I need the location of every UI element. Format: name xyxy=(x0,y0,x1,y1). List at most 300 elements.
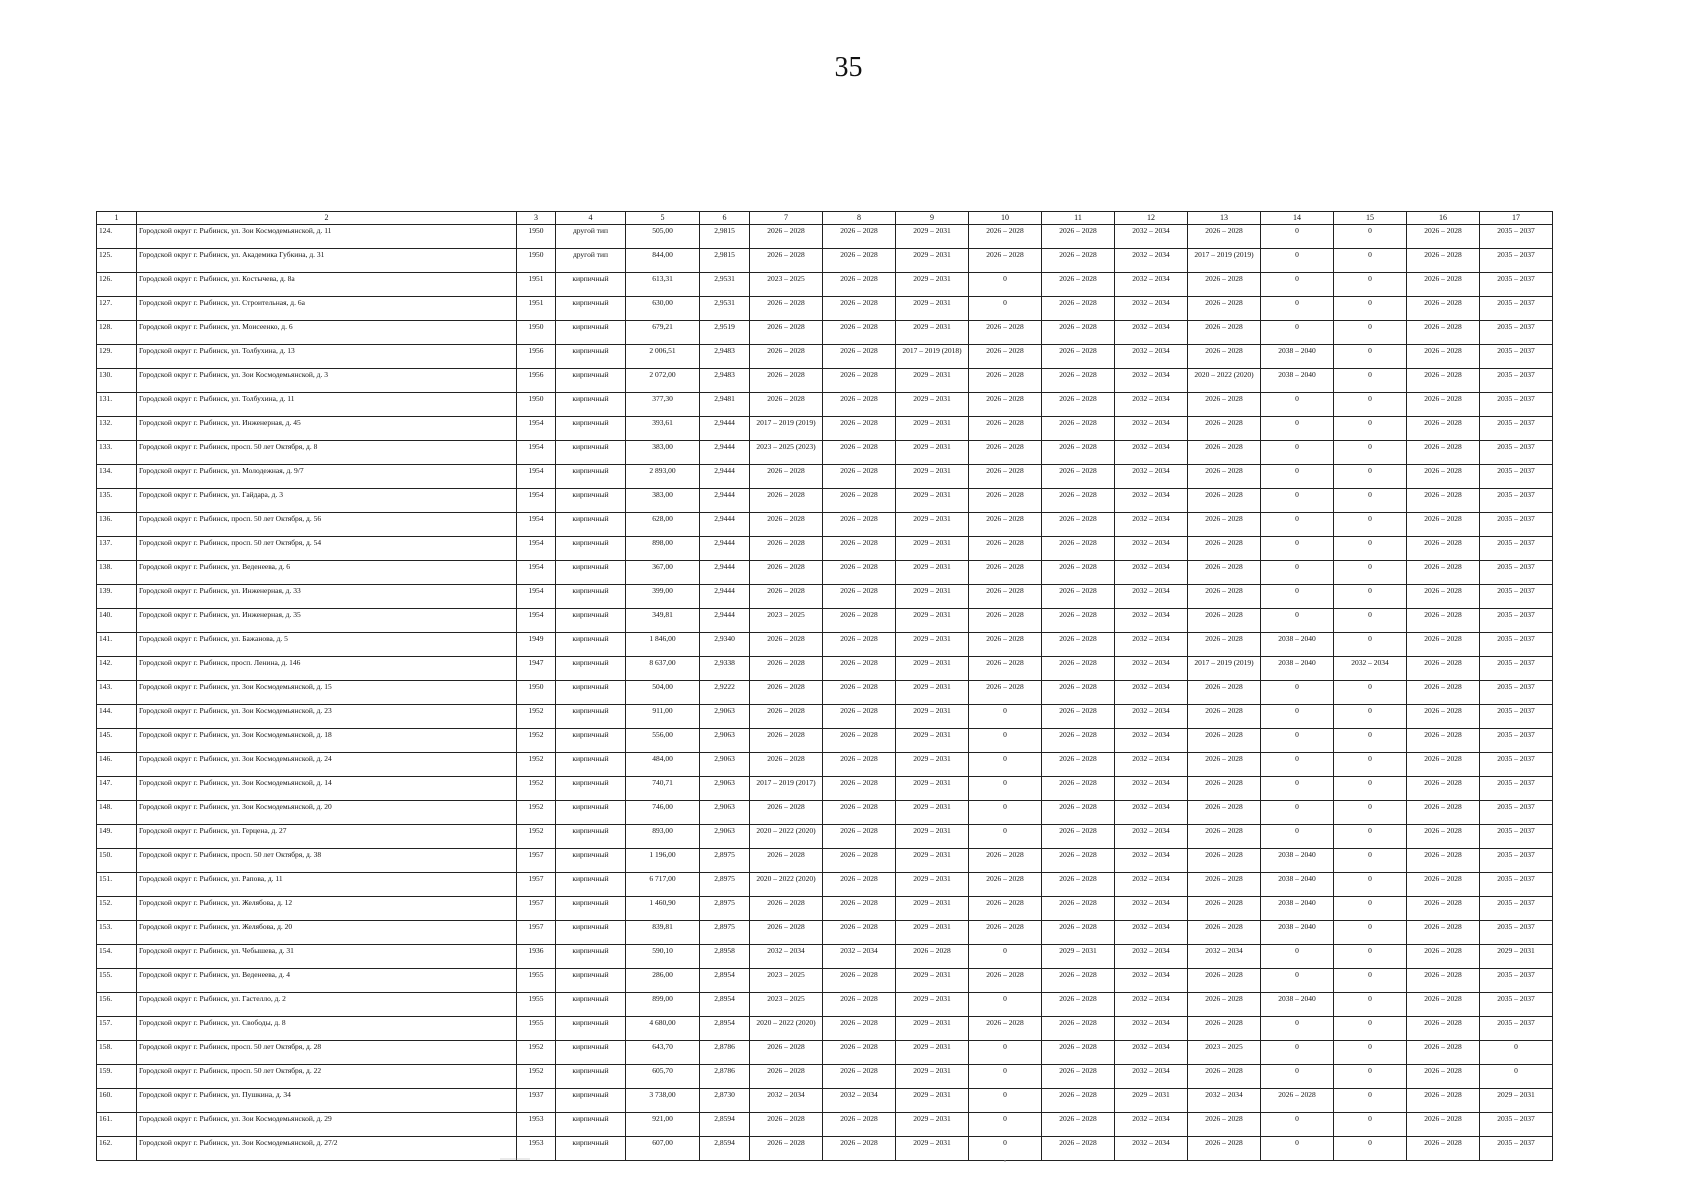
table-cell: 0 xyxy=(969,1065,1042,1089)
table-cell: 2026 – 2028 xyxy=(823,561,896,585)
address-cell: Городской округ г. Рыбинск, просп. 50 лет Октября, д. 56 xyxy=(137,513,517,537)
table-cell: 0 xyxy=(1261,273,1334,297)
table-cell: 2026 – 2028 xyxy=(1042,1065,1115,1089)
table-cell: 2026 – 2028 xyxy=(1407,753,1480,777)
table-cell: 2026 – 2028 xyxy=(1042,1137,1115,1161)
column-number-header: 4 xyxy=(556,212,626,225)
table-cell: 2026 – 2028 xyxy=(969,969,1042,993)
table-cell: 2026 – 2028 xyxy=(823,657,896,681)
table-row xyxy=(97,801,1553,825)
table-cell: 2038 – 2040 xyxy=(1261,633,1334,657)
address-cell: Городской округ г. Рыбинск, ул. Костычева, д. 8а xyxy=(137,273,517,297)
table-cell: 2026 – 2028 xyxy=(1042,921,1115,945)
table-cell: 2029 – 2031 xyxy=(896,777,969,801)
table-cell: 2035 – 2037 xyxy=(1480,489,1553,513)
table-cell: 2026 – 2028 xyxy=(1188,513,1261,537)
table-cell: 0 xyxy=(969,1089,1042,1113)
table-cell: кирпичный xyxy=(556,441,626,465)
table-cell: 1954 xyxy=(517,489,556,513)
table-row xyxy=(97,753,1553,777)
table-cell: 2032 – 2034 xyxy=(1115,825,1188,849)
table-cell: 2026 – 2028 xyxy=(1407,849,1480,873)
table-cell: 2026 – 2028 xyxy=(969,537,1042,561)
table-cell: 2035 – 2037 xyxy=(1480,321,1553,345)
table-cell: 2,9063 xyxy=(700,825,750,849)
table-cell: 1953 xyxy=(517,1113,556,1137)
table-cell: 2026 – 2028 xyxy=(1042,897,1115,921)
table-cell: 2026 – 2028 xyxy=(1042,825,1115,849)
column-number-header: 14 xyxy=(1261,212,1334,225)
column-number-header: 17 xyxy=(1480,212,1553,225)
table-cell: 2029 – 2031 xyxy=(896,1017,969,1041)
table-cell: 2032 – 2034 xyxy=(823,945,896,969)
table-cell: 2026 – 2028 xyxy=(1188,609,1261,633)
table-cell: 0 xyxy=(1261,1017,1334,1041)
table-cell: 2023 – 2025 (2023) xyxy=(750,441,823,465)
table-cell: 2026 – 2028 xyxy=(750,585,823,609)
table-cell: 0 xyxy=(1334,273,1407,297)
table-cell: 2026 – 2028 xyxy=(1188,633,1261,657)
table-cell: 2029 – 2031 xyxy=(1480,945,1553,969)
table-cell: 0 xyxy=(1261,393,1334,417)
row-number-cell: 133. xyxy=(97,441,137,465)
table-cell: 0 xyxy=(1261,1137,1334,1161)
table-cell: 2026 – 2028 xyxy=(1042,705,1115,729)
table-cell: 0 xyxy=(1334,969,1407,993)
table-cell: 2038 – 2040 xyxy=(1261,921,1334,945)
table-cell: 2026 – 2028 xyxy=(823,489,896,513)
table-cell: 2026 – 2028 xyxy=(1042,249,1115,273)
table-cell: 2 893,00 xyxy=(626,465,700,489)
table-cell: 2026 – 2028 xyxy=(823,849,896,873)
table-cell: 2026 – 2028 xyxy=(969,921,1042,945)
column-number-header: 7 xyxy=(750,212,823,225)
table-cell: 2,9444 xyxy=(700,465,750,489)
table-cell: 2026 – 2028 xyxy=(1042,369,1115,393)
table-cell: 2026 – 2028 xyxy=(1407,945,1480,969)
table-cell: 2029 – 2031 xyxy=(896,393,969,417)
table-cell: 2035 – 2037 xyxy=(1480,921,1553,945)
table-row xyxy=(97,729,1553,753)
table-cell: 2026 – 2028 xyxy=(823,297,896,321)
table-cell: 8 637,00 xyxy=(626,657,700,681)
table-cell: 2032 – 2034 xyxy=(1115,513,1188,537)
table-cell: 2035 – 2037 xyxy=(1480,417,1553,441)
address-cell: Городской округ г. Рыбинск, ул. Зои Космодемьянской, д. 3 xyxy=(137,369,517,393)
table-cell: 2026 – 2028 xyxy=(1188,729,1261,753)
table-cell: 1950 xyxy=(517,321,556,345)
row-number-cell: 161. xyxy=(97,1113,137,1137)
table-cell: 2029 – 2031 xyxy=(896,657,969,681)
table-cell: 0 xyxy=(1261,681,1334,705)
table-cell: 286,00 xyxy=(626,969,700,993)
table-cell: 2026 – 2028 xyxy=(1407,873,1480,897)
table-cell: 2029 – 2031 xyxy=(896,921,969,945)
table-cell: 2,8975 xyxy=(700,849,750,873)
table-container xyxy=(96,211,1553,1161)
row-number-cell: 152. xyxy=(97,897,137,921)
table-cell: 2029 – 2031 xyxy=(896,585,969,609)
table-cell: 0 xyxy=(969,993,1042,1017)
table-cell: 2026 – 2028 xyxy=(1407,585,1480,609)
table-row xyxy=(97,945,1553,969)
table-cell: 2,8594 xyxy=(700,1113,750,1137)
table-cell: другой тип xyxy=(556,249,626,273)
table-cell: 1950 xyxy=(517,225,556,249)
table-cell: 2032 – 2034 xyxy=(1115,993,1188,1017)
table-cell: 2026 – 2028 xyxy=(1188,225,1261,249)
table-cell: 2026 – 2028 xyxy=(1407,273,1480,297)
table-cell: 393,61 xyxy=(626,417,700,441)
table-cell: 2020 – 2022 (2020) xyxy=(750,1017,823,1041)
table-cell: 2026 – 2028 xyxy=(750,225,823,249)
table-cell: 0 xyxy=(1334,849,1407,873)
table-cell: 1956 xyxy=(517,345,556,369)
table-cell: 2026 – 2028 xyxy=(1188,753,1261,777)
scan-marks xyxy=(500,1156,1200,1166)
table-cell: 1 846,00 xyxy=(626,633,700,657)
address-cell: Городской округ г. Рыбинск, ул. Желябова, д. 12 xyxy=(137,897,517,921)
table-cell: 2032 – 2034 xyxy=(1115,849,1188,873)
table-cell: 2026 – 2028 xyxy=(1188,897,1261,921)
address-cell: Городской округ г. Рыбинск, ул. Моисеенко, д. 6 xyxy=(137,321,517,345)
table-cell: 2026 – 2028 xyxy=(1042,441,1115,465)
table-cell: 0 xyxy=(1334,609,1407,633)
table-cell: 2032 – 2034 xyxy=(1115,753,1188,777)
table-cell: кирпичный xyxy=(556,609,626,633)
table-cell: 2026 – 2028 xyxy=(750,753,823,777)
table-cell: 0 xyxy=(1334,369,1407,393)
table-body xyxy=(97,225,1553,1161)
table-row xyxy=(97,1113,1553,1137)
table-cell: 1954 xyxy=(517,561,556,585)
table-cell: 2026 – 2028 xyxy=(1407,993,1480,1017)
table-cell: 0 xyxy=(969,705,1042,729)
table-row xyxy=(97,1017,1553,1041)
table-cell: 2035 – 2037 xyxy=(1480,753,1553,777)
table-cell: 0 xyxy=(1261,513,1334,537)
table-cell: 0 xyxy=(1261,825,1334,849)
table-cell: 2026 – 2028 xyxy=(823,585,896,609)
table-cell: 0 xyxy=(1261,729,1334,753)
table-cell: 2035 – 2037 xyxy=(1480,369,1553,393)
table-cell: 2026 – 2028 xyxy=(1407,465,1480,489)
address-cell: Городской округ г. Рыбинск, ул. Зои Космодемьянской, д. 11 xyxy=(137,225,517,249)
table-cell: 2032 – 2034 xyxy=(1188,945,1261,969)
address-cell: Городской округ г. Рыбинск, ул. Толбухина, д. 11 xyxy=(137,393,517,417)
table-cell: 1952 xyxy=(517,1041,556,1065)
table-cell: 0 xyxy=(1334,513,1407,537)
table-cell: 0 xyxy=(1334,633,1407,657)
table-cell: 2026 – 2028 xyxy=(969,897,1042,921)
table-cell: 2029 – 2031 xyxy=(896,561,969,585)
address-cell: Городской округ г. Рыбинск, ул. Свободы, д. 8 xyxy=(137,1017,517,1041)
table-cell: 2026 – 2028 xyxy=(823,249,896,273)
table-cell: 1954 xyxy=(517,609,556,633)
table-cell: 2026 – 2028 xyxy=(1407,1113,1480,1137)
table-cell: 2026 – 2028 xyxy=(750,537,823,561)
table-cell: 0 xyxy=(1334,705,1407,729)
table-cell: кирпичный xyxy=(556,633,626,657)
table-row xyxy=(97,681,1553,705)
table-cell: 1954 xyxy=(517,513,556,537)
table-cell: 2032 – 2034 xyxy=(1115,609,1188,633)
table-cell: 2029 – 2031 xyxy=(896,705,969,729)
table-row xyxy=(97,225,1553,249)
table-cell: 2023 – 2025 xyxy=(750,969,823,993)
table-cell: 2026 – 2028 xyxy=(823,513,896,537)
address-cell: Городской округ г. Рыбинск, ул. Зои Космодемьянской, д. 15 xyxy=(137,681,517,705)
table-cell: 2026 – 2028 xyxy=(750,561,823,585)
table-cell: 2026 – 2028 xyxy=(823,777,896,801)
table-cell: 2026 – 2028 xyxy=(969,561,1042,585)
table-cell: 1954 xyxy=(517,441,556,465)
table-cell: 2026 – 2028 xyxy=(1407,249,1480,273)
table-cell: кирпичный xyxy=(556,1137,626,1161)
table-cell: 2026 – 2028 xyxy=(1188,921,1261,945)
table-row xyxy=(97,1041,1553,1065)
table-cell: 2026 – 2028 xyxy=(823,537,896,561)
table-cell: 2032 – 2034 xyxy=(1115,897,1188,921)
table-cell: 2026 – 2028 xyxy=(1042,225,1115,249)
table-cell: 2026 – 2028 xyxy=(823,225,896,249)
table-cell: 2035 – 2037 xyxy=(1480,873,1553,897)
column-number-header-row xyxy=(97,212,1553,225)
table-cell: 2035 – 2037 xyxy=(1480,681,1553,705)
row-number-cell: 135. xyxy=(97,489,137,513)
table-cell: 4 680,00 xyxy=(626,1017,700,1041)
table-cell: 2026 – 2028 xyxy=(823,1017,896,1041)
table-cell: кирпичный xyxy=(556,753,626,777)
table-cell: 0 xyxy=(1334,537,1407,561)
row-number-cell: 144. xyxy=(97,705,137,729)
table-cell: 2026 – 2028 xyxy=(823,273,896,297)
table-cell: 2026 – 2028 xyxy=(1042,1017,1115,1041)
address-cell: Городской округ г. Рыбинск, ул. Зои Космодемьянской, д. 20 xyxy=(137,801,517,825)
column-number-header: 8 xyxy=(823,212,896,225)
table-cell: 2038 – 2040 xyxy=(1261,849,1334,873)
table-cell: 2026 – 2028 xyxy=(750,297,823,321)
table-cell: 0 xyxy=(1334,801,1407,825)
table-cell: 2026 – 2028 xyxy=(1042,513,1115,537)
table-row xyxy=(97,849,1553,873)
row-number-cell: 131. xyxy=(97,393,137,417)
table-cell: 2029 – 2031 xyxy=(896,489,969,513)
table-cell: 2026 – 2028 xyxy=(969,657,1042,681)
table-cell: 2038 – 2040 xyxy=(1261,873,1334,897)
table-cell: 2026 – 2028 xyxy=(823,705,896,729)
table-cell: 2035 – 2037 xyxy=(1480,537,1553,561)
table-cell: 399,00 xyxy=(626,585,700,609)
address-cell: Городской округ г. Рыбинск, ул. Зои Космодемьянской, д. 27/2 xyxy=(137,1137,517,1161)
table-cell: 2026 – 2028 xyxy=(823,465,896,489)
table-cell: другой тип xyxy=(556,225,626,249)
table-cell: 0 xyxy=(969,273,1042,297)
table-row xyxy=(97,969,1553,993)
table-cell: 613,31 xyxy=(626,273,700,297)
table-cell: 2026 – 2028 xyxy=(969,441,1042,465)
address-cell: Городской округ г. Рыбинск, ул. Гастелло, д. 2 xyxy=(137,993,517,1017)
table-cell: 2026 – 2028 xyxy=(1188,705,1261,729)
table-cell: 1950 xyxy=(517,393,556,417)
address-cell: Городской округ г. Рыбинск, ул. Веденеева, д. 4 xyxy=(137,969,517,993)
table-cell: 1952 xyxy=(517,777,556,801)
table-row xyxy=(97,1089,1553,1113)
table-cell: 2026 – 2028 xyxy=(1042,1041,1115,1065)
table-row xyxy=(97,993,1553,1017)
table-cell: 2035 – 2037 xyxy=(1480,993,1553,1017)
table-cell: 2026 – 2028 xyxy=(1188,585,1261,609)
table-cell: 2029 – 2031 xyxy=(896,633,969,657)
row-number-cell: 148. xyxy=(97,801,137,825)
column-number-header: 3 xyxy=(517,212,556,225)
table-cell: 2026 – 2028 xyxy=(969,513,1042,537)
table-cell: кирпичный xyxy=(556,825,626,849)
table-cell: 2026 – 2028 xyxy=(1042,273,1115,297)
address-cell: Городской округ г. Рыбинск, просп. 50 лет Октября, д. 22 xyxy=(137,1065,517,1089)
table-cell: 2026 – 2028 xyxy=(969,369,1042,393)
table-cell: 2029 – 2031 xyxy=(896,225,969,249)
table-cell: 0 xyxy=(1261,1113,1334,1137)
table-cell: 0 xyxy=(1261,585,1334,609)
row-number-cell: 162. xyxy=(97,1137,137,1161)
table-cell: 383,00 xyxy=(626,441,700,465)
table-cell: 2035 – 2037 xyxy=(1480,441,1553,465)
table-cell: 2032 – 2034 xyxy=(1334,657,1407,681)
table-cell: 0 xyxy=(969,777,1042,801)
table-cell: 2026 – 2028 xyxy=(1042,393,1115,417)
table-cell: 2026 – 2028 xyxy=(750,345,823,369)
table-row xyxy=(97,513,1553,537)
table-cell: 349,81 xyxy=(626,609,700,633)
table-cell: 2026 – 2028 xyxy=(1407,321,1480,345)
row-number-cell: 150. xyxy=(97,849,137,873)
table-row xyxy=(97,249,1553,273)
table-cell: 0 xyxy=(1334,489,1407,513)
table-cell: 0 xyxy=(969,1137,1042,1161)
table-cell: 2026 – 2028 xyxy=(750,729,823,753)
table-cell: 2029 – 2031 xyxy=(896,417,969,441)
table-cell: 2,9444 xyxy=(700,609,750,633)
table-cell: 2032 – 2034 xyxy=(1115,1041,1188,1065)
table-cell: 2,8975 xyxy=(700,897,750,921)
table-cell: 2026 – 2028 xyxy=(1042,753,1115,777)
table-cell: 2,8786 xyxy=(700,1041,750,1065)
repair-schedule-table xyxy=(96,211,1553,1161)
table-row xyxy=(97,345,1553,369)
row-number-cell: 146. xyxy=(97,753,137,777)
table-cell: 0 xyxy=(1261,489,1334,513)
address-cell: Городской округ г. Рыбинск, ул. Инженерная, д. 35 xyxy=(137,609,517,633)
table-cell: 1952 xyxy=(517,1065,556,1089)
table-cell: 2020 – 2022 (2020) xyxy=(750,873,823,897)
table-cell: 2,9222 xyxy=(700,681,750,705)
table-cell: 2026 – 2028 xyxy=(1188,1113,1261,1137)
table-cell: 2026 – 2028 xyxy=(1407,1065,1480,1089)
table-row xyxy=(97,585,1553,609)
table-cell: 899,00 xyxy=(626,993,700,1017)
column-number-header: 6 xyxy=(700,212,750,225)
table-cell: 2026 – 2028 xyxy=(1042,729,1115,753)
table-cell: 0 xyxy=(1334,321,1407,345)
table-cell: 2029 – 2031 xyxy=(896,609,969,633)
table-cell: 2035 – 2037 xyxy=(1480,249,1553,273)
table-cell: 1936 xyxy=(517,945,556,969)
table-cell: 2023 – 2025 xyxy=(750,273,823,297)
table-cell: 0 xyxy=(1261,801,1334,825)
address-cell: Городской округ г. Рыбинск, ул. Толбухина, д. 13 xyxy=(137,345,517,369)
row-number-cell: 138. xyxy=(97,561,137,585)
table-cell: 2026 – 2028 xyxy=(823,345,896,369)
table-cell: 1947 xyxy=(517,657,556,681)
table-row xyxy=(97,537,1553,561)
table-cell: кирпичный xyxy=(556,513,626,537)
table-cell: кирпичный xyxy=(556,729,626,753)
table-cell: 0 xyxy=(1334,1089,1407,1113)
row-number-cell: 142. xyxy=(97,657,137,681)
table-cell: 2026 – 2028 xyxy=(750,681,823,705)
table-cell: 2026 – 2028 xyxy=(750,1137,823,1161)
address-cell: Городской округ г. Рыбинск, ул. Зои Космодемьянской, д. 23 xyxy=(137,705,517,729)
table-cell: 2026 – 2028 xyxy=(1407,897,1480,921)
table-cell: 2032 – 2034 xyxy=(1115,1137,1188,1161)
table-cell: 2032 – 2034 xyxy=(1115,801,1188,825)
table-cell: 2029 – 2031 xyxy=(896,297,969,321)
table-cell: 2026 – 2028 xyxy=(750,1113,823,1137)
table-cell: 1956 xyxy=(517,369,556,393)
table-cell: кирпичный xyxy=(556,993,626,1017)
table-cell: 0 xyxy=(1334,1065,1407,1089)
table-row xyxy=(97,321,1553,345)
table-cell: кирпичный xyxy=(556,1041,626,1065)
table-cell: кирпичный xyxy=(556,321,626,345)
table-cell: 2035 – 2037 xyxy=(1480,777,1553,801)
table-cell: 0 xyxy=(1334,441,1407,465)
row-number-cell: 145. xyxy=(97,729,137,753)
table-cell: 2,9483 xyxy=(700,345,750,369)
table-cell: 839,81 xyxy=(626,921,700,945)
table-row xyxy=(97,441,1553,465)
table-cell: 2026 – 2028 xyxy=(823,321,896,345)
table-cell: 2026 – 2028 xyxy=(1407,969,1480,993)
table-cell: 2,8730 xyxy=(700,1089,750,1113)
table-cell: 1 460,90 xyxy=(626,897,700,921)
table-cell: 2029 – 2031 xyxy=(896,249,969,273)
address-cell: Городской округ г. Рыбинск, ул. Пушкина, д. 34 xyxy=(137,1089,517,1113)
table-cell: 2026 – 2028 xyxy=(750,705,823,729)
table-cell: 2017 – 2019 (2019) xyxy=(1188,657,1261,681)
row-number-cell: 155. xyxy=(97,969,137,993)
row-number-cell: 129. xyxy=(97,345,137,369)
address-cell: Городской округ г. Рыбинск, ул. Бажанова, д. 5 xyxy=(137,633,517,657)
table-cell: 0 xyxy=(969,753,1042,777)
table-cell: 2029 – 2031 xyxy=(1042,945,1115,969)
row-number-cell: 143. xyxy=(97,681,137,705)
table-cell: 2035 – 2037 xyxy=(1480,1137,1553,1161)
table-cell: 0 xyxy=(1334,465,1407,489)
table-cell: 2035 – 2037 xyxy=(1480,897,1553,921)
table-cell: 2032 – 2034 xyxy=(1115,1065,1188,1089)
table-cell: 2026 – 2028 xyxy=(1188,561,1261,585)
table-cell: 2026 – 2028 xyxy=(969,585,1042,609)
table-cell: 2026 – 2028 xyxy=(1407,561,1480,585)
table-cell: 2029 – 2031 xyxy=(896,873,969,897)
table-cell: 2035 – 2037 xyxy=(1480,825,1553,849)
table-cell: 0 xyxy=(969,297,1042,321)
table-cell: 2032 – 2034 xyxy=(1115,441,1188,465)
table-cell: 2032 – 2034 xyxy=(1115,705,1188,729)
table-cell: кирпичный xyxy=(556,1017,626,1041)
